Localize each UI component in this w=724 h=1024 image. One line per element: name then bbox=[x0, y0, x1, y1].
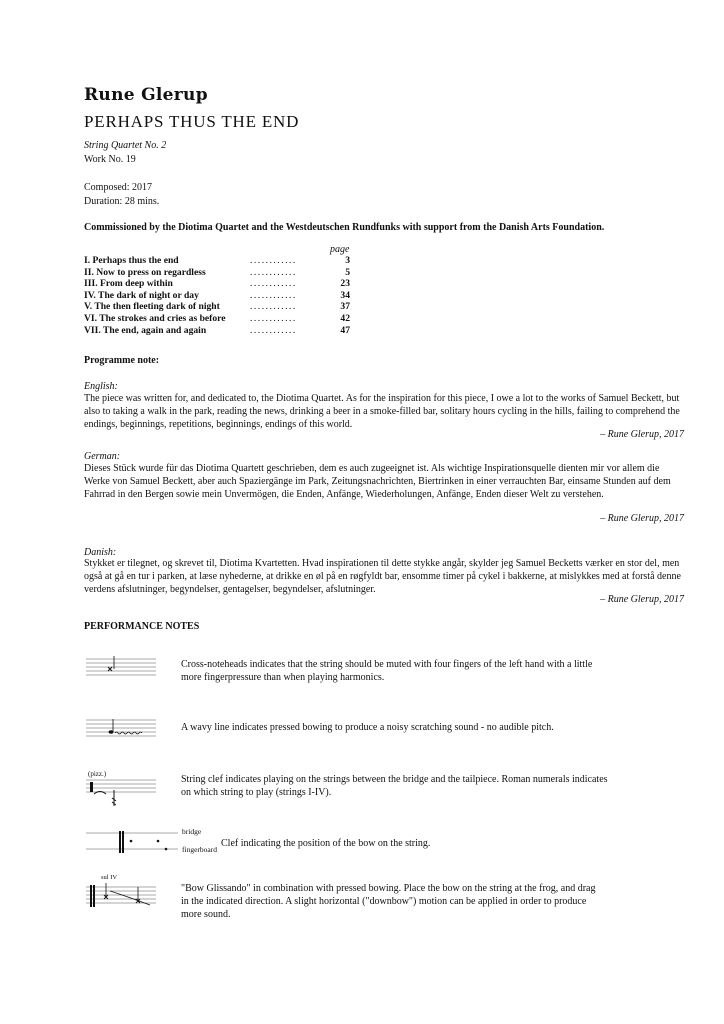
performance-notes-heading: PERFORMANCE NOTES bbox=[84, 621, 200, 632]
toc-leader: ............ bbox=[250, 255, 297, 266]
sul-iv-label: sul IV bbox=[101, 874, 118, 881]
german-label: German: bbox=[84, 451, 121, 462]
note-cross-notehead: Cross-noteheads indicates that the string should be muted with four fingers of the left hand with a little more fingerpressure than when playing harmonics. bbox=[181, 659, 593, 683]
toc-page: 47 bbox=[340, 324, 350, 336]
toc-page: 3 bbox=[345, 255, 350, 266]
note-bow-glissando: "Bow Glissando" in combination with pressed bowing. Place the bow on the string at the frog, and drag in the indicated direction. A slight horizontal ("downbow") motion can be applied in order to produce more sound. bbox=[181, 883, 596, 920]
commission-note: Commissioned by the Diotima Quartet and the Westdeutschen Rundfunks with support from the Danish Arts Foundation. bbox=[84, 222, 605, 233]
note-wavy-line: A wavy line indicates pressed bowing to produce a noisy scratching sound - no audible pitch. bbox=[181, 722, 554, 733]
toc-title: V. The then fleeting dark of night bbox=[84, 301, 220, 313]
toc-row bbox=[84, 290, 350, 302]
danish-signature: – Rune Glerup, 2017 bbox=[600, 594, 684, 605]
bow-glissando-figure bbox=[86, 881, 158, 911]
table-of-contents bbox=[84, 255, 350, 336]
toc-leader: ............ bbox=[250, 324, 297, 336]
wavy-line-figure bbox=[86, 717, 158, 743]
toc-row bbox=[84, 325, 350, 337]
toc-title: VI. The strokes and cries as before bbox=[84, 312, 226, 324]
note-string-clef: String clef indicates playing on the strings between the bridge and the tailpiece. Roman numerals indicates on which string to play (strings I-IV). bbox=[181, 774, 608, 798]
toc-row bbox=[84, 278, 350, 290]
toc-title: I. Perhaps thus the end bbox=[84, 255, 179, 266]
toc-page: 42 bbox=[340, 312, 350, 324]
toc-title: II. Now to press on regardless bbox=[84, 266, 206, 278]
german-signature: – Rune Glerup, 2017 bbox=[600, 513, 684, 524]
composed-year: Composed: 2017 bbox=[84, 182, 153, 193]
english-signature: – Rune Glerup, 2017 bbox=[600, 429, 684, 440]
english-text: The piece was written for, and dedicated to, the Diotima Quartet. As for the inspiration for this piece, I owe a lot to the works of Samuel Beckett, but also to taking a walk in the park, reading the news, drinking a beer in a smoke-filled bar, solitary hours cycling in the hills, failing to comprehend the endings, beginnings, repetitions, beginnings, endings of this world. bbox=[84, 393, 680, 430]
work-number: Work No. 19 bbox=[84, 154, 136, 165]
toc-page: 5 bbox=[345, 266, 350, 278]
toc-page-header: page bbox=[330, 244, 350, 255]
toc-leader: ............ bbox=[250, 266, 297, 278]
toc-row bbox=[84, 255, 350, 267]
bridge-label: bridge bbox=[182, 827, 202, 836]
toc-row bbox=[84, 313, 350, 325]
note-bow-position-clef: Clef indicating the position of the bow on the string. bbox=[221, 838, 431, 849]
toc-leader: ............ bbox=[250, 312, 297, 324]
cross-notehead-figure bbox=[86, 655, 158, 685]
toc-row bbox=[84, 301, 350, 313]
toc-row bbox=[84, 267, 350, 279]
work-title: PERHAPS THUS THE END bbox=[84, 112, 300, 131]
toc-leader: ............ bbox=[250, 301, 297, 313]
toc-page: 23 bbox=[340, 278, 350, 290]
toc-leader: ............ bbox=[250, 289, 297, 301]
toc-title: IV. The dark of night or day bbox=[84, 289, 199, 301]
subtitle: String Quartet No. 2 bbox=[84, 140, 167, 151]
toc-page: 37 bbox=[340, 301, 350, 313]
german-text: Dieses Stück wurde für das Diotima Quartett geschrieben, dem es auch zugeeignet ist. Als wichtige Inspirationsquelle dienten mir vor allem die Werke von Samuel Beckett, aber auch Spaziergänge im Park, Zeitungsnachrichten, Biertrinken in einer verrauchten Bar, einsame Stunden auf dem Fahrrad in den Bergen sowie mein Unvermögen, die Enden, Anfänge, Wiederholungen, Anfänge, Enden dieser Welt zu verstehen. bbox=[84, 463, 671, 500]
pizz-label: (pizz.) bbox=[88, 770, 107, 778]
toc-title: VII. The end, again and again bbox=[84, 324, 207, 336]
english-label: English: bbox=[84, 381, 118, 392]
composer-name: Rune Glerup bbox=[84, 85, 208, 105]
duration: Duration: 28 mins. bbox=[84, 196, 160, 207]
toc-leader: ............ bbox=[250, 278, 297, 290]
fingerboard-label: fingerboard bbox=[182, 845, 217, 854]
programme-note-heading: Programme note: bbox=[84, 355, 160, 366]
string-clef-figure bbox=[86, 776, 158, 810]
danish-text: Stykket er tilegnet, og skrevet til, Diotima Kvartetten. Hvad inspirationen til dette stykke angår, skylder jeg Samuel Becketts værker en stor del, men også at gå en tur i parken, at læse nyhederne, at drikke en øl på en røgfyldt bar, ensomme timer på cykel i bakkerne, at mislykkes med at forstå denne verdens afslutninger, begyndelser, gentagelser, begyndelser, afslutninger. bbox=[84, 558, 681, 595]
toc-title: III. From deep within bbox=[84, 278, 173, 290]
toc-page: 34 bbox=[340, 289, 350, 301]
bow-position-clef-figure bbox=[86, 829, 182, 855]
danish-label: Danish: bbox=[84, 547, 117, 558]
